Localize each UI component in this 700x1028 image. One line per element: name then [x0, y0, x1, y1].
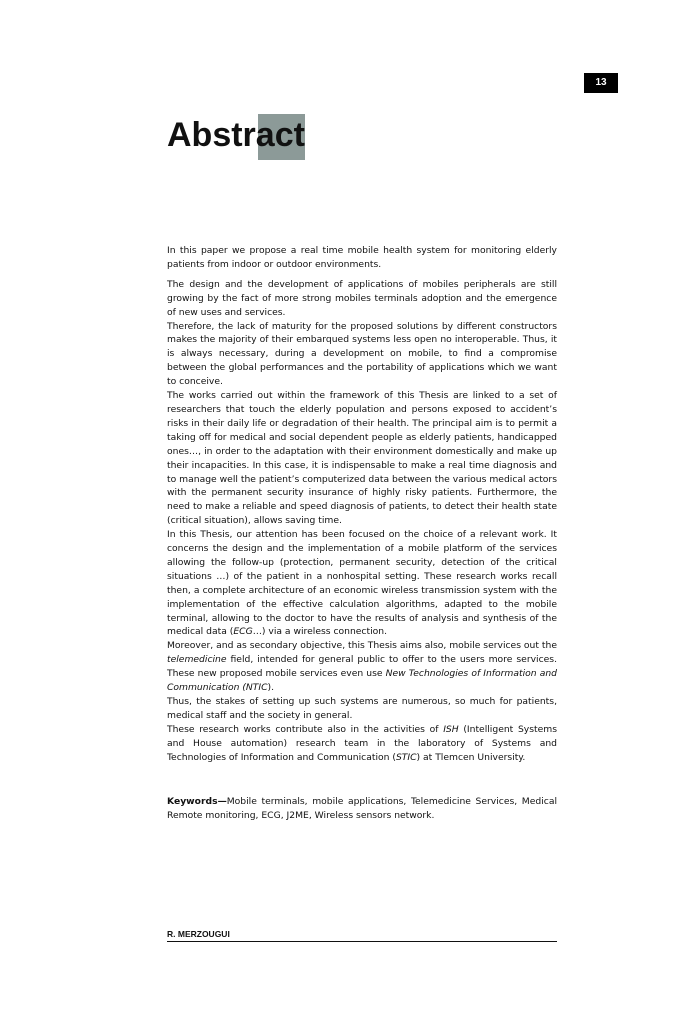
- ish-term: ISH: [443, 723, 459, 735]
- abstract-paragraph-5-text-c: ).: [267, 682, 275, 694]
- keywords-block: [167, 795, 557, 823]
- abstract-body: [167, 244, 557, 765]
- abstract-paragraph-6: Thus, the stakes of setting up such systems are numerous, so much for patients, medical staff and the society in general.: [167, 696, 557, 721]
- abstract-paragraph-5-text-a: Moreover, and as secondary objective, this Thesis aims also, mobile services out the: [167, 640, 557, 652]
- footer-rule: [167, 941, 557, 942]
- ntic-term: New Technologies of Information and Communication (NTIC: [167, 668, 557, 694]
- abstract-paragraph-5-text-b: field, intended for general public to offer to the users more services. These new proposed mobile services even use: [167, 654, 557, 680]
- abstract-paragraph-3: The works carried out within the framework of this Thesis are linked to a set of researchers that touch the elderly population and persons exposed to accident’s risks in their daily life or degradation of their health. The principal aim is to permit a taking off for medical and social dependent people as elderly patients, handicapped ones…, in order to the adaptation with their environment domestically and make up their incapacities. In this case, it is indispensable to make a real time diagnosis and to manage well the patient’s computerized data between the various medical actors with the permanent security insurance of highly risky patients. Furthermore, the need to make a reliable and speed diagnosis of patients, to detect their health state (critical situation), allows saving time.: [167, 390, 557, 527]
- abstract-paragraph-5: [167, 639, 557, 695]
- abstract-paragraph-7-text-c: ) at Tlemcen University.: [416, 751, 526, 763]
- footer-author: R. MERZOUGUI: [167, 929, 230, 939]
- abstract-paragraph-7: [167, 723, 557, 765]
- abstract-paragraph-4: [167, 528, 557, 639]
- abstract-paragraph-4-text-b: …) via a wireless connection.: [252, 626, 388, 638]
- abstract-paragraph-1: The design and the development of applications of mobiles peripherals are still growing by the fact of more strong mobiles terminals adoption and the emergence of new uses and services.: [167, 278, 557, 318]
- abstract-paragraph-7-text-b: (Intelligent Systems and House automation) research team in the laboratory of Systems and Technologies of Information and Communication (: [167, 723, 558, 763]
- keywords-dash: —: [217, 796, 227, 807]
- stic-term: STIC: [395, 751, 417, 763]
- abstract-paragraph-4-text-a: In this Thesis, our attention has been focused on the choice of a relevant work. It concerns the design and the implementation of a mobile platform of the services allowing the follow-up (protection, permanent security, detection of the critical situations …) of the patient in a nonhospital setting. These research works recall then, a complete architecture of an economic wireless transmission system with the implementation of the effective calculation algorithms, adapted to the mobile terminal, allowing to the doctor to have the results of analysis and synthesis of the medical data (: [167, 529, 557, 638]
- abstract-paragraph-7-text-a: These research works contribute also in the activities of: [167, 723, 444, 735]
- telemedicine-term: telemedicine: [167, 654, 227, 666]
- page-number: 13: [584, 73, 618, 93]
- page-title: Abstract: [167, 116, 305, 154]
- keywords-text: Mobile terminals, mobile applications, Telemedicine Services, Medical Remote monitoring, ECG, J2ME, Wireless sensors network.: [167, 796, 557, 821]
- ecg-term: ECG: [233, 626, 253, 638]
- keywords-label: Keywords: [167, 796, 218, 807]
- abstract-intro: In this paper we propose a real time mobile health system for monitoring elderly patients from indoor or outdoor environments.: [167, 245, 557, 270]
- title-block: [167, 110, 305, 160]
- abstract-paragraph-2: Therefore, the lack of maturity for the proposed solutions by different constructors makes the majority of their embarqued systems less open no interoperable. Thus, it is always necessary, during a development on mobile, to find a compromise between the global performances and the portability of applications which we want to conceive.: [167, 320, 557, 388]
